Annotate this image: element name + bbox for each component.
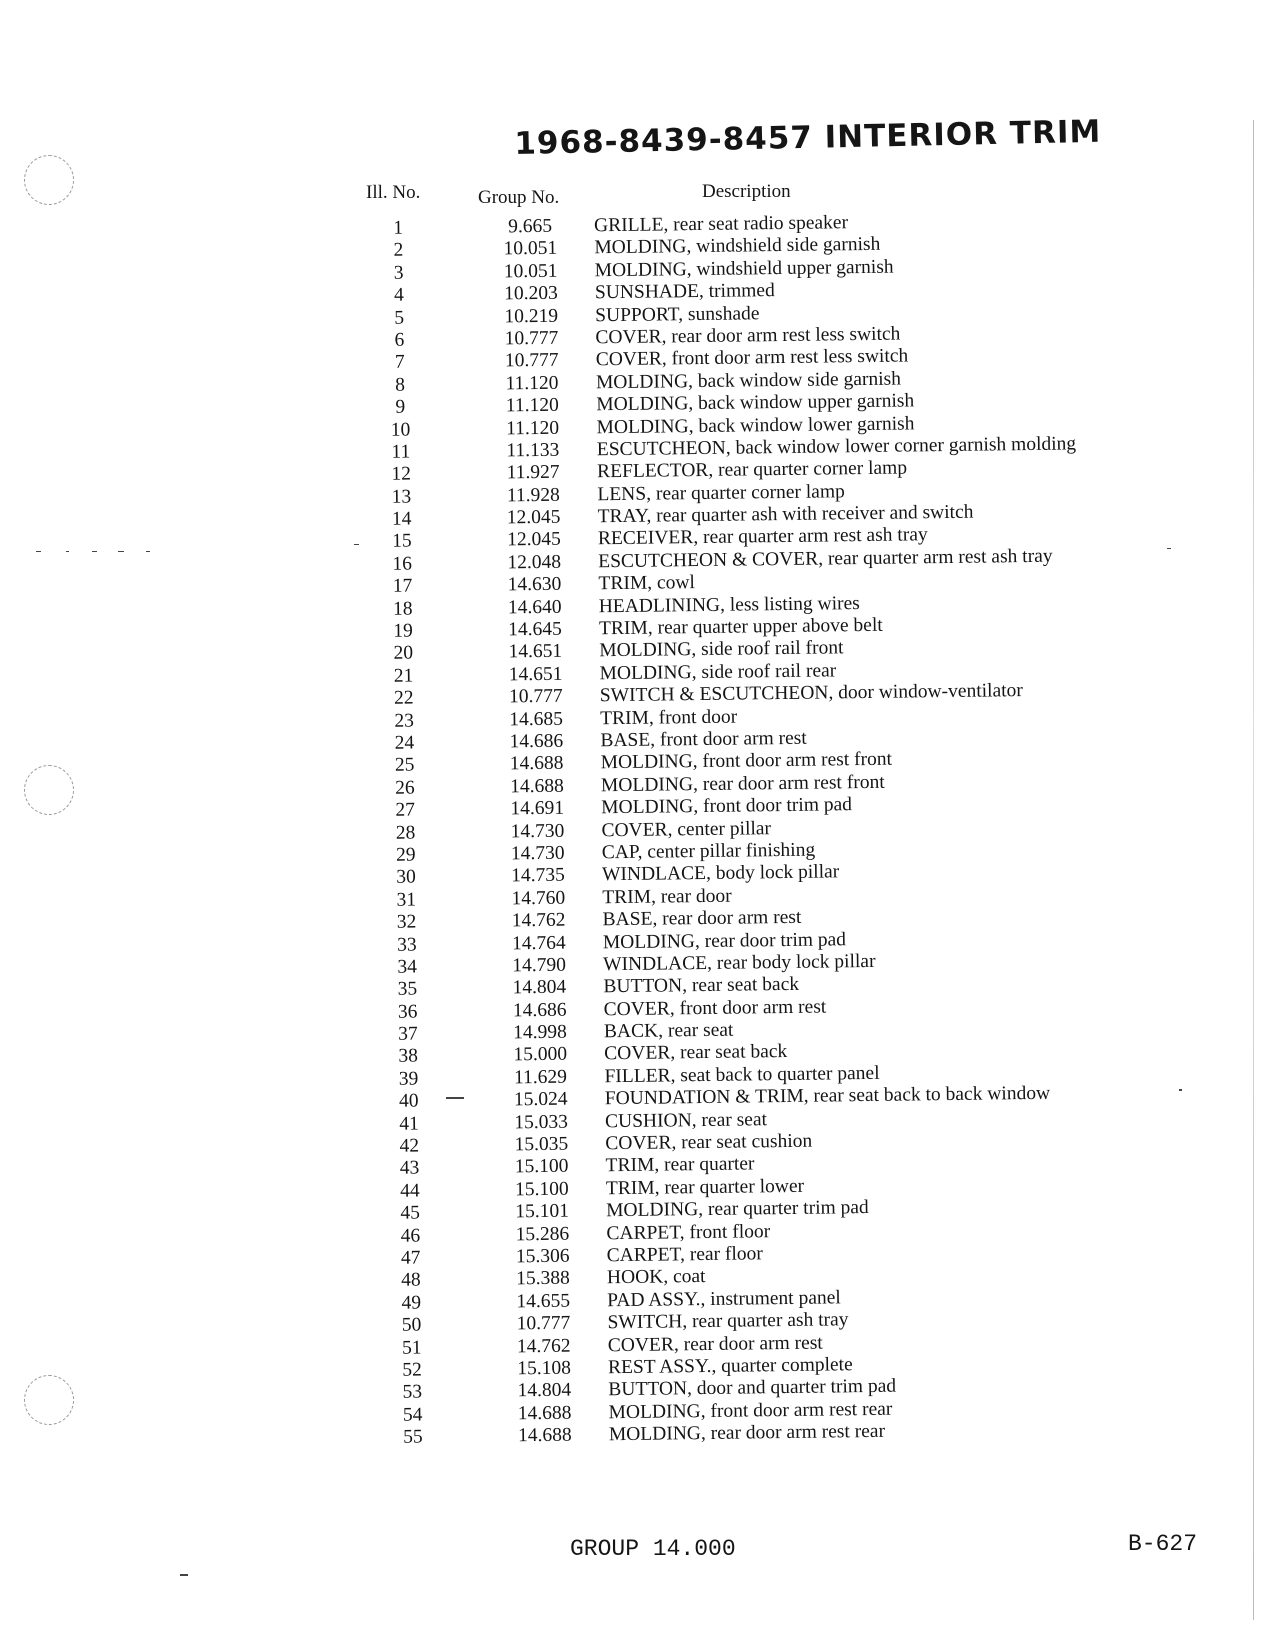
ill-number: 12 [391, 463, 412, 486]
part-description: MOLDING, windshield side garnish [594, 234, 881, 259]
punch-hole-middle [24, 765, 74, 815]
punch-hole-bottom [24, 1375, 74, 1425]
ill-number: 30 [396, 866, 416, 889]
part-description: HEADLINING, less listing wires [598, 592, 860, 617]
part-description: LENS, rear quarter corner lamp [597, 480, 845, 505]
ill-number: 34 [397, 956, 418, 978]
part-description: PAD ASSY., instrument panel [607, 1287, 841, 1311]
part-description: BACK, rear seat [603, 1019, 734, 1043]
group-number: 14.640 [507, 596, 562, 619]
ill-number: 48 [401, 1269, 421, 1292]
group-number: 11.120 [505, 394, 559, 417]
ill-number: 54 [402, 1404, 423, 1426]
part-description: MOLDING, front door arm rest front [600, 749, 893, 774]
ill-number: 47 [400, 1247, 421, 1269]
part-description: COVER, rear door arm rest [607, 1332, 823, 1356]
group-number: 14.688 [517, 1424, 572, 1447]
group-number: 11.927 [506, 462, 560, 484]
scan-speck [1167, 548, 1171, 549]
group-number: 14.804 [512, 976, 567, 999]
group-number: 14.804 [517, 1379, 572, 1402]
part-description: RECEIVER, rear quarter arm rest ash tray [597, 524, 928, 550]
column-header-description: Description [702, 181, 791, 202]
ill-number: 22 [393, 687, 414, 709]
ill-number: 40 [398, 1090, 419, 1112]
punch-hole-top [24, 155, 74, 205]
group-number: 10.203 [503, 282, 558, 305]
footer-group-number: GROUP 14.000 [570, 1536, 736, 1562]
group-number: 14.760 [511, 887, 566, 910]
ill-number: 23 [394, 710, 415, 732]
scan-speck [1179, 1089, 1182, 1091]
part-description: COVER, front door arm rest [603, 996, 827, 1020]
group-number: 14.686 [509, 730, 564, 753]
group-number: 14.790 [512, 954, 567, 977]
part-description: BUTTON, rear seat back [603, 974, 800, 998]
group-number: 15.286 [515, 1223, 570, 1245]
group-number: 15.024 [513, 1088, 568, 1111]
ill-number: 5 [394, 307, 405, 329]
ill-number: 24 [394, 732, 415, 754]
part-description: FOUNDATION & TRIM, rear seat back to back window [604, 1083, 1051, 1110]
part-description: TRIM, rear door [602, 885, 732, 908]
part-description: BASE, rear door arm rest [602, 906, 802, 931]
ill-number: 16 [392, 553, 413, 575]
part-description: SUPPORT, sunshade [595, 302, 760, 326]
group-number: 10.051 [503, 260, 558, 283]
ill-number: 18 [392, 598, 413, 620]
ill-number: 45 [400, 1202, 421, 1224]
ill-number: 38 [398, 1045, 419, 1068]
group-number: 11.120 [505, 372, 559, 395]
ill-number: 21 [393, 665, 414, 687]
part-description: COVER, front door arm rest less switch [595, 345, 909, 371]
part-description: TRIM, rear quarter upper above belt [598, 614, 883, 640]
ill-number: 52 [402, 1359, 422, 1381]
ill-number: 33 [397, 934, 417, 956]
ill-number: 2 [393, 240, 404, 262]
ill-number: 15 [392, 531, 412, 553]
group-number: 15.000 [513, 1044, 568, 1066]
scan-speck [180, 1574, 188, 1576]
page-title: 1968-8439-8457 INTERIOR TRIM [514, 113, 1102, 162]
ill-number: 27 [395, 799, 416, 821]
scan-speck [92, 551, 97, 552]
group-number: 15.035 [514, 1133, 569, 1156]
part-description: GRILLE, rear seat radio speaker [593, 212, 849, 237]
ill-number: 46 [400, 1225, 421, 1247]
ill-number: 53 [402, 1381, 423, 1404]
group-number: 10.777 [516, 1312, 571, 1335]
group-number: 14.691 [510, 797, 565, 820]
parts-table [372, 208, 1227, 1450]
scan-speck [354, 544, 359, 545]
ill-number: 1 [393, 217, 404, 239]
ill-number: 19 [393, 620, 413, 642]
ill-number: 35 [397, 978, 418, 1001]
group-number: 12.048 [507, 551, 562, 574]
part-description: MOLDING, back window lower garnish [596, 412, 915, 438]
group-number: 14.762 [516, 1335, 571, 1357]
part-description: FILLER, seat back to quarter panel [604, 1062, 880, 1088]
group-number: 15.388 [516, 1268, 570, 1290]
part-description: ESCUTCHEON, back window lower corner garnish molding [596, 433, 1077, 461]
part-description: TRIM, cowl [598, 572, 696, 595]
group-number: 14.655 [516, 1290, 571, 1313]
ill-number: 49 [401, 1292, 422, 1314]
ill-number: 41 [399, 1113, 419, 1135]
group-number: 14.630 [507, 573, 562, 596]
part-description: TRIM, rear quarter lower [605, 1175, 805, 1200]
ill-number: 39 [398, 1068, 419, 1090]
group-number: 14.764 [511, 932, 566, 954]
ill-number: 8 [395, 374, 406, 396]
group-number: 14.688 [509, 753, 564, 775]
part-description: COVER, rear door arm rest less switch [595, 323, 901, 349]
ill-number: 42 [399, 1135, 420, 1157]
part-description: WINDLACE, rear body lock pillar [603, 950, 876, 976]
ill-number: 17 [392, 575, 413, 598]
part-description: MOLDING, front door trim pad [601, 794, 853, 819]
group-number: 10.777 [508, 685, 563, 708]
group-number: 14.651 [508, 641, 563, 663]
ill-number: 43 [399, 1157, 420, 1180]
part-description: COVER, rear seat back [604, 1041, 788, 1065]
group-number: 10.051 [503, 238, 558, 260]
ill-number: 50 [401, 1314, 422, 1336]
part-description: MOLDING, side roof rail front [599, 637, 844, 662]
ill-number: 31 [396, 889, 417, 911]
group-number: 12.045 [507, 529, 561, 551]
part-description: MOLDING, back window side garnish [595, 368, 902, 394]
ill-number: 7 [394, 351, 405, 374]
part-description: SWITCH & ESCUTCHEON, door window-ventilator [599, 680, 1023, 707]
group-number: 14.730 [510, 842, 565, 865]
part-description: SUNSHADE, trimmed [594, 280, 775, 304]
group-number: 15.100 [514, 1178, 569, 1201]
part-description: MOLDING, side roof rail rear [599, 660, 837, 685]
ill-number: 11 [391, 441, 411, 463]
part-description: WINDLACE, body lock pillar [601, 861, 840, 886]
part-description: BASE, front door arm rest [600, 727, 807, 752]
ill-number: 28 [395, 822, 416, 844]
part-description: MOLDING, rear door trim pad [602, 928, 847, 953]
part-description: CARPET, front floor [606, 1220, 771, 1244]
group-number: 14.685 [509, 708, 564, 730]
ill-number: 4 [393, 284, 404, 306]
scan-speck [66, 551, 69, 552]
group-number: 11.120 [505, 417, 560, 439]
group-number: 10.219 [504, 305, 559, 327]
part-description: COVER, center pillar [601, 817, 772, 841]
group-number: 15.033 [514, 1111, 568, 1133]
part-description: CAP, center pillar finishing [601, 839, 816, 864]
ill-number: 44 [400, 1180, 420, 1202]
group-number: 10.777 [504, 350, 559, 372]
group-number: 14.730 [510, 820, 565, 842]
part-description: TRIM, front door [600, 706, 738, 729]
group-number: 14.688 [510, 775, 564, 798]
group-number: 14.762 [511, 909, 566, 932]
ill-number: 9 [395, 396, 406, 418]
group-number: 14.651 [508, 663, 563, 686]
part-description: TRIM, rear quarter [605, 1153, 755, 1177]
ill-number: 32 [396, 911, 417, 933]
column-header-ill-no: Ill. No. [366, 182, 421, 203]
part-description: MOLDING, front door arm rest rear [608, 1398, 893, 1423]
ill-number: 29 [395, 844, 416, 866]
group-number: 14.998 [513, 1021, 567, 1044]
scan-speck [146, 551, 150, 552]
group-number: 15.101 [515, 1200, 570, 1223]
group-number: 15.100 [514, 1156, 569, 1178]
group-number: 9.665 [508, 215, 553, 238]
footer-page-number: B-627 [1128, 1531, 1198, 1557]
ill-number: 13 [391, 486, 412, 508]
part-description: CUSHION, rear seat [604, 1108, 768, 1132]
group-number: 14.688 [517, 1402, 572, 1425]
ill-number: 55 [403, 1426, 423, 1448]
page-edge-line [1253, 120, 1254, 1620]
group-number: 14.645 [508, 618, 562, 641]
group-number: 10.777 [504, 327, 559, 350]
scan-speck [36, 551, 41, 552]
part-description: ESCUTCHEON & COVER, rear quarter arm rest ash tray [598, 545, 1053, 573]
part-description: BUTTON, door and quarter trim pad [608, 1375, 897, 1401]
ill-number: 51 [401, 1337, 422, 1359]
ill-number: 20 [393, 642, 414, 665]
group-number: 11.629 [513, 1066, 568, 1089]
scan-speck [446, 1097, 464, 1099]
part-description: CARPET, rear floor [606, 1243, 763, 1267]
ill-number: 26 [395, 777, 415, 799]
ill-number: 10 [390, 419, 411, 441]
part-description: SWITCH, rear quarter ash tray [607, 1309, 849, 1334]
scan-speck [118, 551, 124, 552]
ill-number: 37 [398, 1023, 418, 1045]
group-number: 14.735 [511, 865, 565, 887]
part-description: REFLECTOR, rear quarter corner lamp [596, 457, 908, 483]
ill-number: 25 [394, 754, 415, 777]
group-number: 14.686 [512, 999, 567, 1022]
column-header-group-no: Group No. [478, 187, 560, 208]
ill-number: 6 [394, 329, 405, 351]
part-description: HOOK, coat [606, 1266, 706, 1289]
group-number: 12.045 [506, 506, 561, 529]
part-description: MOLDING, rear quarter trim pad [606, 1197, 869, 1222]
group-number: 11.928 [506, 484, 560, 507]
part-description: MOLDING, back window upper garnish [596, 390, 915, 416]
ill-number: 3 [393, 262, 404, 284]
part-description: MOLDING, windshield upper garnish [594, 256, 894, 282]
group-number: 11.133 [506, 439, 560, 462]
group-number: 15.306 [515, 1245, 570, 1268]
ill-number: 36 [397, 1001, 418, 1023]
part-description: COVER, rear seat cushion [605, 1130, 813, 1155]
part-description: MOLDING, rear door arm rest front [600, 771, 885, 797]
part-description: MOLDING, rear door arm rest rear [608, 1420, 886, 1446]
part-description: REST ASSY., quarter complete [607, 1354, 853, 1379]
group-number: 15.108 [517, 1357, 572, 1380]
ill-number: 14 [391, 508, 412, 530]
part-description: TRAY, rear quarter ash with receiver and switch [597, 501, 974, 528]
